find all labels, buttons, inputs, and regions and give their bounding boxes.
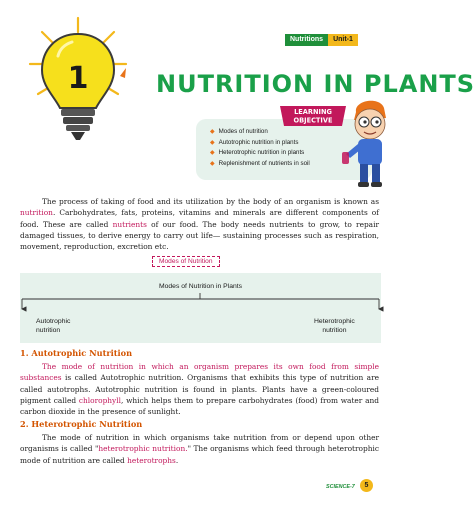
section-heading-autotrophic: 1. Autotrophic Nutrition [20,348,133,358]
autotrophic-paragraph: The mode of nutrition in which an organism prepares its own food from simple substances is called Autotrophic nutrition. Organisms that exhibits this type of nutrition are called autotrophs. Autotrophic nutrition is found in plants. Plants have a green-coloured pigment called chlorophyll, which helps them to prepare carbohydrates (food) from water and carbon dioxide in the presence of sunlight. [20,362,380,417]
modes-label: Modes of Nutrition [152,256,220,267]
modes-diagram [20,273,381,343]
badge-line-1: LEARNING [294,108,332,116]
heterotrophic-paragraph: The mode of nutrition in which organisms take nutrition from or depend upon other organisms is called "heterotrophic nutrition." The organisms which feed through heterotrophic mode of nutrition are called heterotrophs. [20,433,379,465]
student-illustration [340,94,398,190]
intro-paragraph: The process of taking of food and its utilization by the body of an organism is known as nutrition. Carbohydrates, fats, proteins, vitamins and minerals are different components of food. These are called nutrients of our food. The body needs nutrients to grow, to repair damaged tissues, to derive energy to carry out life— sustaining processes such as respiration, movement, reproduction, excretion etc. [20,197,379,252]
keyword: The mode of nutrition in which an organism prepares its own food from simple substances [20,362,379,383]
objective-item: ◆ Heterotrophic nutrition in plants [210,149,305,156]
keyword: chlorophyll [78,395,121,405]
learning-objective-badge [276,104,350,128]
bullet-icon: ◆ [210,160,215,167]
autotrophic-label: Autotrophic nutrition [36,318,71,334]
lightbulb-icon [28,12,128,162]
unit-tag [285,34,358,46]
book-label: SCIENCE-7 [326,484,355,490]
subject-label: Nutritions [285,34,328,46]
keyword: heterotrophic nutrition. [98,444,188,454]
objective-list [210,127,310,169]
chapter-number: 1 [67,61,89,96]
page-number: 5 [360,479,373,492]
section-heading-heterotrophic: 2. Heterotrophic Nutrition [20,419,143,429]
keyword: nutrition [20,208,53,218]
keyword: heterotrophs [127,455,176,465]
diagram-title: Modes of Nutrition in Plants [158,283,243,290]
badge-line-2: OBJECTIVE [293,116,333,125]
bullet-icon: ◆ [210,150,215,156]
objective-item: ◆ Replenishment of nutrients in soil [210,159,310,167]
bullet-icon: ◆ [210,129,215,135]
bullet-icon: ◆ [210,139,215,146]
objective-item: ◆ Modes of nutrition [210,128,268,135]
unit-label: Unit-1 [328,34,358,46]
objective-item: ◆ Autotrophic nutrition in plants [210,138,299,146]
heterotrophic-label: Heterotrophic nutrition [314,318,355,334]
chapter-title: NUTRITION IN PLANTS [156,70,475,98]
keyword: nutrients [112,219,147,229]
